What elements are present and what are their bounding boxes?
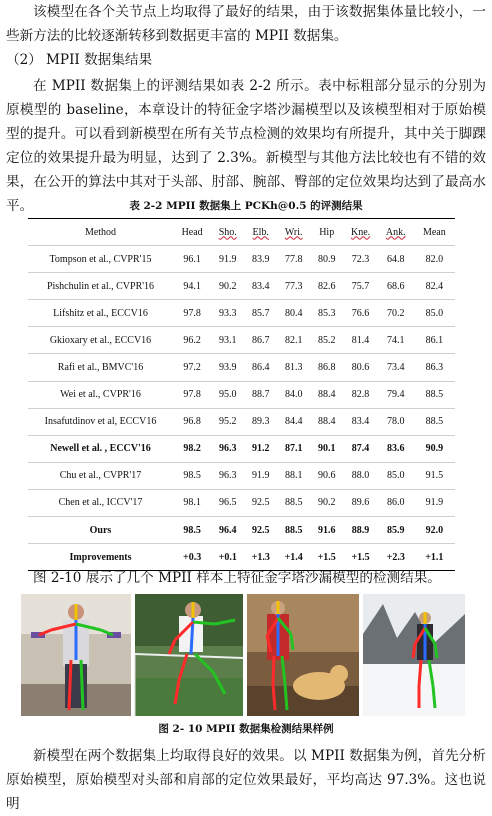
score-cell: 80.6 <box>343 354 378 381</box>
score-cell: 80.4 <box>277 300 310 327</box>
score-cell: 83.9 <box>244 246 277 273</box>
score-cell: 88.9 <box>343 517 378 544</box>
score-cell: +1.5 <box>310 544 343 571</box>
method-cell: Tompson et al., CVPR'15 <box>28 246 173 273</box>
sample-image-tennis <box>135 594 243 716</box>
paragraph-figure-intro: 图 2-10 展示了几个 MPII 样本上特征金字塔沙漏模型的检测结果。 <box>33 570 441 586</box>
paragraph-results: 在 MPII 数据集上的评测结果如表 2-2 所示。表中标粗部分显示的分别为原模型的 baseline，本章设计的特征金字塔沙漏模型以及该模型相对于原始模型的提升。可以看到新模型在所有关节点检测的效果均有所提升，其中关于脚踝定位的效果提升最为明显，达到了 2.3%。新模型与其他方法比较也有不错的效果，在公开的算法中其对于头部、肘部、腕部、臀部的定位效果均达到了最高水平。 <box>6 78 486 214</box>
table-header-row <box>28 219 455 246</box>
method-cell: Insafutdinov et al, ECCV16 <box>28 408 173 435</box>
table-row <box>28 489 455 516</box>
score-cell: 89.3 <box>244 408 277 435</box>
method-cell: Rafi et al., BMVC'16 <box>28 354 173 381</box>
paragraph-analysis: 新模型在两个数据集上均取得良好的效果。以 MPII 数据集为例，首先分析原始模型，原始模型对头部和肩部的定位效果最好，平均高达 97.3%。这也说明 <box>6 748 486 812</box>
score-cell: 98.2 <box>173 435 211 462</box>
score-cell: 91.6 <box>310 517 343 544</box>
figure-caption: 图 2- 10 MPII 数据集检测结果样例 <box>158 723 334 735</box>
table-row <box>28 327 455 354</box>
score-cell: +1.1 <box>414 544 455 571</box>
section-number: （2） <box>6 52 42 68</box>
results-table <box>28 218 455 571</box>
table-row <box>28 517 455 544</box>
score-cell: 92.5 <box>244 517 277 544</box>
score-cell: 68.6 <box>378 273 414 300</box>
score-cell: 82.4 <box>414 273 455 300</box>
score-cell: 83.4 <box>244 273 277 300</box>
score-cell: 96.4 <box>211 517 244 544</box>
score-cell: 82.1 <box>277 327 310 354</box>
score-cell: 87.1 <box>277 435 310 462</box>
score-cell: 90.1 <box>310 435 343 462</box>
table-row <box>28 273 455 300</box>
score-cell: 96.1 <box>173 246 211 273</box>
section-heading <box>6 48 152 72</box>
score-cell: 82.8 <box>343 381 378 408</box>
score-cell: 87.4 <box>343 435 378 462</box>
method-cell: Chu et al., CVPR'17 <box>28 462 173 489</box>
score-cell: +2.3 <box>378 544 414 571</box>
score-cell: 73.4 <box>378 354 414 381</box>
pose-estimation-figure <box>21 594 465 716</box>
score-cell: 88.7 <box>244 381 277 408</box>
method-cell: Ours <box>28 517 173 544</box>
score-cell: 81.4 <box>343 327 378 354</box>
score-cell: 88.1 <box>277 462 310 489</box>
score-cell: 85.3 <box>310 300 343 327</box>
score-cell: 91.5 <box>414 462 455 489</box>
score-cell: 82.6 <box>310 273 343 300</box>
score-cell: 93.9 <box>211 354 244 381</box>
score-cell: 81.3 <box>277 354 310 381</box>
method-cell: Pishchulin et al., CVPR'16 <box>28 273 173 300</box>
sample-image-dog <box>247 594 359 716</box>
score-cell: 70.2 <box>378 300 414 327</box>
score-cell: 98.5 <box>173 462 211 489</box>
method-cell: Chen et al., ICCV'17 <box>28 489 173 516</box>
score-cell: 90.6 <box>310 462 343 489</box>
score-cell: 96.2 <box>173 327 211 354</box>
score-cell: 98.5 <box>173 517 211 544</box>
score-cell: +1.5 <box>343 544 378 571</box>
header-method: Method <box>28 219 173 246</box>
score-cell: 88.0 <box>343 462 378 489</box>
score-cell: 85.0 <box>378 462 414 489</box>
table-row <box>28 462 455 489</box>
score-cell: 97.2 <box>173 354 211 381</box>
sample-image-snow <box>363 594 465 716</box>
score-cell: 96.3 <box>211 435 244 462</box>
score-cell: 85.2 <box>310 327 343 354</box>
score-cell: 92.0 <box>414 517 455 544</box>
score-cell: 97.8 <box>173 381 211 408</box>
table-row <box>28 300 455 327</box>
score-cell: 91.9 <box>244 462 277 489</box>
score-cell: 72.3 <box>343 246 378 273</box>
score-cell: 93.3 <box>211 300 244 327</box>
score-cell: 90.2 <box>310 489 343 516</box>
score-cell: 85.7 <box>244 300 277 327</box>
score-cell: +0.1 <box>211 544 244 571</box>
score-cell: 88.5 <box>277 489 310 516</box>
sample-image-dumbbell <box>21 594 131 716</box>
score-cell: 85.9 <box>378 517 414 544</box>
method-cell: Gkioxary et al., ECCV16 <box>28 327 173 354</box>
header-hip: Hip <box>310 219 343 246</box>
method-cell: Lifshitz et al., ECCV16 <box>28 300 173 327</box>
score-cell: 86.0 <box>378 489 414 516</box>
score-cell: +0.3 <box>173 544 211 571</box>
header-shoulder: Sho. <box>211 219 244 246</box>
score-cell: 74.1 <box>378 327 414 354</box>
paragraph-intro: 该模型在各个关节点上均取得了最好的结果，由于该数据集体量比较小，一些新方法的比较逐渐转移到数据更丰富的 MPII 数据集。 <box>6 4 486 44</box>
score-cell: 75.7 <box>343 273 378 300</box>
score-cell: 86.4 <box>244 354 277 381</box>
score-cell: 89.6 <box>343 489 378 516</box>
score-cell: +1.4 <box>277 544 310 571</box>
score-cell: 97.8 <box>173 300 211 327</box>
score-cell: 86.1 <box>414 327 455 354</box>
score-cell: 93.1 <box>211 327 244 354</box>
score-cell: 90.2 <box>211 273 244 300</box>
score-cell: 82.0 <box>414 246 455 273</box>
table-row <box>28 435 455 462</box>
score-cell: 79.4 <box>378 381 414 408</box>
score-cell: 88.4 <box>310 408 343 435</box>
score-cell: 77.3 <box>277 273 310 300</box>
score-cell: 96.5 <box>211 489 244 516</box>
method-cell: Improvements <box>28 544 173 571</box>
score-cell: 94.1 <box>173 273 211 300</box>
score-cell: 86.8 <box>310 354 343 381</box>
table-row <box>28 408 455 435</box>
score-cell: 77.8 <box>277 246 310 273</box>
score-cell: 91.9 <box>211 246 244 273</box>
score-cell: 95.2 <box>211 408 244 435</box>
table-row <box>28 354 455 381</box>
score-cell: 91.9 <box>414 489 455 516</box>
section-title: MPII 数据集结果 <box>46 52 153 68</box>
table-row <box>28 246 455 273</box>
header-mean: Mean <box>414 219 455 246</box>
header-head: Head <box>173 219 211 246</box>
score-cell: 88.4 <box>310 381 343 408</box>
score-cell: 84.4 <box>277 408 310 435</box>
score-cell: 90.9 <box>414 435 455 462</box>
score-cell: 83.4 <box>343 408 378 435</box>
score-cell: 80.9 <box>310 246 343 273</box>
score-cell: 88.5 <box>414 408 455 435</box>
header-wrist: Wri. <box>277 219 310 246</box>
score-cell: 98.1 <box>173 489 211 516</box>
score-cell: 96.8 <box>173 408 211 435</box>
header-ankle: Ank. <box>378 219 414 246</box>
score-cell: 86.7 <box>244 327 277 354</box>
score-cell: 64.8 <box>378 246 414 273</box>
score-cell: +1.3 <box>244 544 277 571</box>
method-cell: Newell et al. , ECCV'16 <box>28 435 173 462</box>
score-cell: 83.6 <box>378 435 414 462</box>
score-cell: 88.5 <box>414 381 455 408</box>
score-cell: 85.0 <box>414 300 455 327</box>
table-caption: 表 2-2 MPII 数据集上 PCKh@0.5 的评测结果 <box>129 200 363 212</box>
score-cell: 91.2 <box>244 435 277 462</box>
score-cell: 92.5 <box>244 489 277 516</box>
score-cell: 95.0 <box>211 381 244 408</box>
score-cell: 88.5 <box>277 517 310 544</box>
table-row <box>28 381 455 408</box>
score-cell: 84.0 <box>277 381 310 408</box>
score-cell: 76.6 <box>343 300 378 327</box>
score-cell: 86.3 <box>414 354 455 381</box>
method-cell: Wei et al., CVPR'16 <box>28 381 173 408</box>
score-cell: 78.0 <box>378 408 414 435</box>
header-knee: Kne. <box>343 219 378 246</box>
header-elbow: Elb. <box>244 219 277 246</box>
score-cell: 96.3 <box>211 462 244 489</box>
